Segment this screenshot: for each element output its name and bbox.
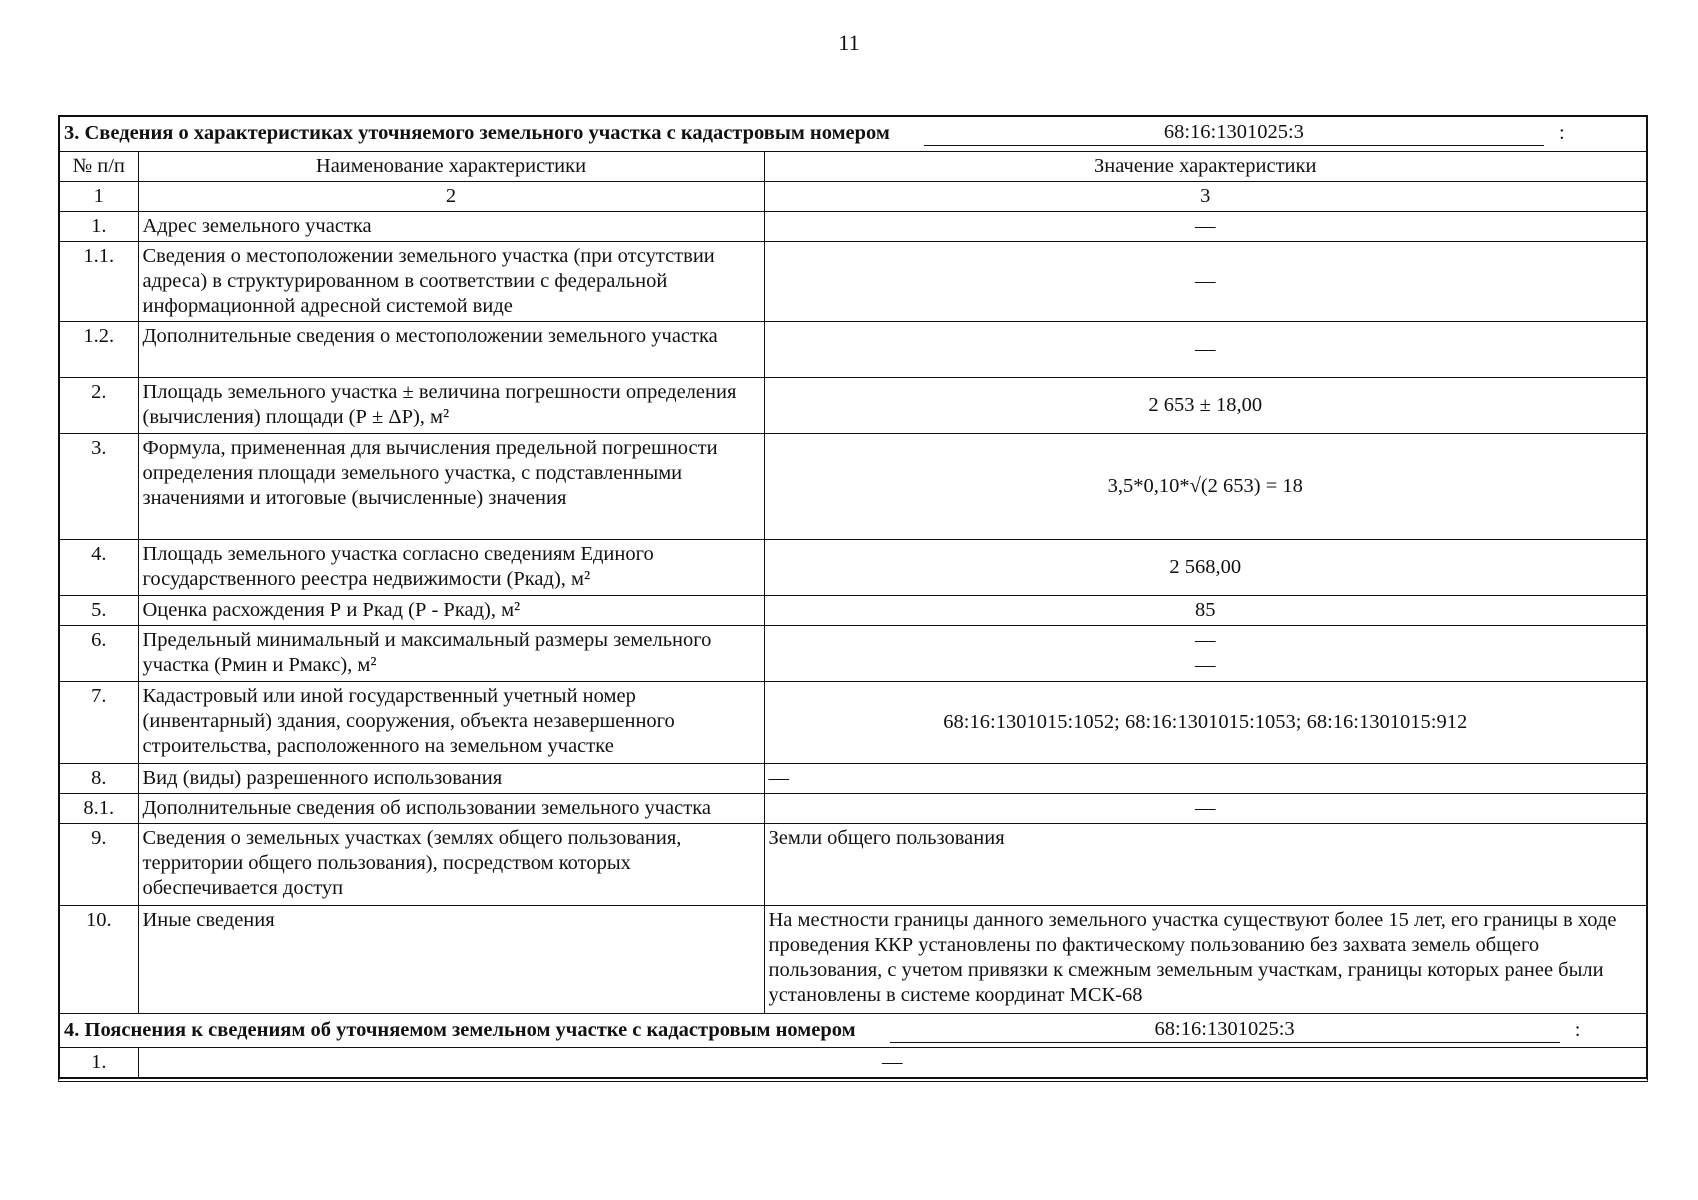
row-number: 3. — [60, 433, 138, 539]
table-row — [60, 433, 1646, 539]
section-4-colon: : — [1574, 1018, 1581, 1041]
row-number: 9. — [60, 823, 138, 905]
table-row — [60, 539, 1646, 595]
row-number: 4. — [60, 539, 138, 595]
column-number-2: 2 — [138, 181, 764, 211]
row-name: Дополнительные сведения о местоположении земельного участка — [138, 321, 764, 377]
column-number-3: 3 — [764, 181, 1646, 211]
row-value: — — [138, 1047, 1646, 1077]
table-row — [60, 793, 1646, 823]
row-name: Оценка расхождения Р и Ркад (Р - Ркад), м² — [138, 595, 764, 625]
row-name: Иные сведения — [138, 905, 764, 1013]
row-value: — — [764, 763, 1646, 793]
row-number: 1.1. — [60, 241, 138, 321]
table-row — [60, 241, 1646, 321]
row-number: 8.1. — [60, 793, 138, 823]
row-number: 1. — [60, 211, 138, 241]
table-row — [60, 823, 1646, 905]
section-4-header — [60, 1013, 1646, 1047]
row-number: 7. — [60, 681, 138, 763]
row-value: — — [764, 211, 1646, 241]
column-numbers — [60, 181, 1646, 211]
row-number: 1. — [60, 1047, 138, 1077]
table-row — [60, 625, 1646, 681]
row-number: 5. — [60, 595, 138, 625]
table-row — [60, 681, 1646, 763]
table-row — [60, 595, 1646, 625]
table-row — [60, 211, 1646, 241]
table-row — [60, 1047, 1646, 1077]
row-name: Сведения о земельных участках (землях общего пользования, территории общего пользования), посредством которых обеспечивается доступ — [138, 823, 764, 905]
row-name: Адрес земельного участка — [138, 211, 764, 241]
row-name: Сведения о местоположении земельного участка (при отсутствии адреса) в структурированном в соответствии с федеральной информационной адресной системой виде — [138, 241, 764, 321]
row-value: 3,5*0,10*√(2 653) = 18 — [764, 433, 1646, 539]
row-value: — — [764, 321, 1646, 377]
column-headers — [60, 151, 1646, 181]
table-row — [60, 321, 1646, 377]
header-value: Значение характеристики — [764, 151, 1646, 181]
section-3-colon: : — [1559, 122, 1565, 144]
section-3-title: 3. Сведения о характеристиках уточняемого земельного участка с кадастровым номером — [64, 122, 890, 144]
row-name: Площадь земельного участка ± величина погрешности определения (вычисления) площади (Р ± ΔР), м² — [138, 377, 764, 433]
row-name: Вид (виды) разрешенного использования — [138, 763, 764, 793]
table-row — [60, 905, 1646, 1013]
row-number: 6. — [60, 625, 138, 681]
page-number: 11 — [838, 30, 860, 55]
cadastral-document-table — [58, 115, 1648, 1082]
row-name: Формула, примененная для вычисления предельной погрешности определения площади земельного участка, с подставленными значениями и итоговые (вычисленные) значения — [138, 433, 764, 539]
section-3-header — [60, 117, 1646, 151]
row-number: 2. — [60, 377, 138, 433]
row-value: 2 653 ± 18,00 — [764, 377, 1646, 433]
row-value: На местности границы данного земельного участка существуют более 15 лет, его границы в ходе проведения ККР установлены по фактическому пользованию без захвата земель общего пользования, с учетом привязки к смежным земельным участкам, границы которых ранее были установлены в системе координат МСК-68 — [764, 905, 1646, 1013]
section-4-cadastral-number: 68:16:1301025:3 — [890, 1016, 1560, 1043]
row-value: Земли общего пользования — [764, 823, 1646, 905]
row-value-min: — — [1195, 629, 1216, 651]
table-row — [60, 377, 1646, 433]
row-number: 8. — [60, 763, 138, 793]
row-name: Предельный минимальный и максимальный размеры земельного участка (Рмин и Рмакс), м² — [138, 625, 764, 681]
row-value-pair — [764, 625, 1646, 681]
section-3-cadastral-number: 68:16:1301025:3 — [924, 119, 1544, 146]
row-value-max: — — [1195, 654, 1216, 676]
row-value: 85 — [764, 595, 1646, 625]
table-row — [60, 763, 1646, 793]
row-name: Площадь земельного участка согласно сведениям Единого государственного реестра недвижимости (Ркад), м² — [138, 539, 764, 595]
row-value: — — [764, 793, 1646, 823]
row-number: 1.2. — [60, 321, 138, 377]
row-value: — — [764, 241, 1646, 321]
row-number: 10. — [60, 905, 138, 1013]
header-num: № п/п — [60, 151, 138, 181]
column-number-1: 1 — [60, 181, 138, 211]
section-4-title: 4. Пояснения к сведениям об уточняемом земельном участке с кадастровым номером — [64, 1018, 856, 1041]
header-name: Наименование характеристики — [138, 151, 764, 181]
row-name: Дополнительные сведения об использовании земельного участка — [138, 793, 764, 823]
row-value: 68:16:1301015:1052; 68:16:1301015:1053; 68:16:1301015:912 — [764, 681, 1646, 763]
row-name: Кадастровый или иной государственный учетный номер (инвентарный) здания, сооружения, объекта незавершенного строительства, расположенного на земельном участке — [138, 681, 764, 763]
row-value: 2 568,00 — [764, 539, 1646, 595]
